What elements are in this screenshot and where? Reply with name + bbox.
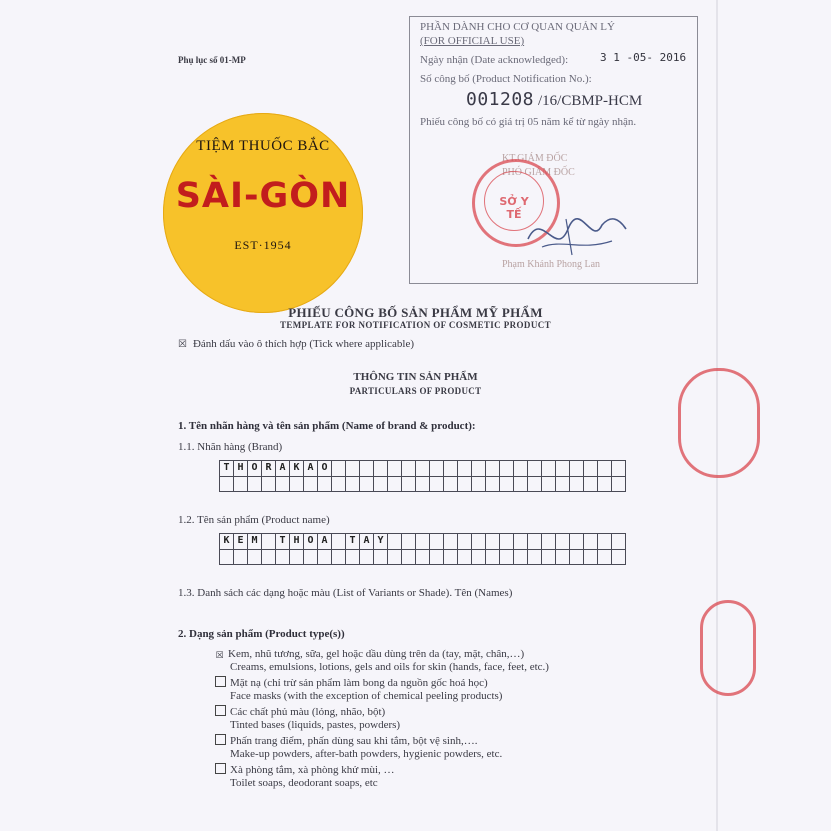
brand-grid-cell[interactable] <box>444 461 458 477</box>
checkbox-icon[interactable] <box>215 763 226 774</box>
checked-box-icon: ☒ <box>178 339 187 350</box>
product-name-grid-cell[interactable] <box>220 550 234 566</box>
brand-grid-cell[interactable] <box>360 461 374 477</box>
brand-grid-cell[interactable] <box>542 477 556 493</box>
product-type-option <box>215 734 502 761</box>
product-name-grid-cell[interactable] <box>276 550 290 566</box>
variants-label: 1.3. Danh sách các dạng hoặc màu (List of Variants or Shade). Tên (Names) <box>178 587 513 599</box>
product-name-grid-cell[interactable]: E <box>234 534 248 550</box>
brand-grid-cell[interactable] <box>374 477 388 493</box>
product-name-grid-cell[interactable] <box>290 550 304 566</box>
product-name-grid-cell[interactable] <box>584 550 598 566</box>
product-name-grid-cell[interactable]: T <box>276 534 290 550</box>
product-type-en: Tinted bases (liquids, pastes, powders) <box>230 719 401 731</box>
product-name-grid-cell[interactable] <box>318 550 332 566</box>
product-name-grid-cell[interactable] <box>374 550 388 566</box>
brand-grid-cell[interactable] <box>486 461 500 477</box>
product-name-grid-cell[interactable] <box>402 534 416 550</box>
brand-grid-cell[interactable] <box>360 477 374 493</box>
product-name-grid-cell[interactable] <box>248 550 262 566</box>
tick-note-text: Đánh dấu vào ô thích hợp (Tick where applicable) <box>192 338 415 350</box>
brand-grid-cell[interactable] <box>556 477 570 493</box>
product-type-vi: Xà phòng tắm, xà phòng khử mùi, … <box>230 764 395 776</box>
product-name-grid-cell[interactable] <box>234 550 248 566</box>
notification-number-label: Số công bố (Product Notification No.): <box>420 73 592 85</box>
signature-mark <box>522 199 632 269</box>
product-name-grid-cell[interactable] <box>458 534 472 550</box>
product-name-grid-cell[interactable]: T <box>346 534 360 550</box>
brand-grid-cell[interactable] <box>612 461 626 477</box>
product-name-grid-cell[interactable] <box>262 534 276 550</box>
product-name-grid-cell[interactable] <box>486 550 500 566</box>
director-title: KT.GIÁM ĐỐC <box>502 153 568 164</box>
brand-grid-cell[interactable] <box>598 477 612 493</box>
product-name-grid-cell[interactable] <box>514 550 528 566</box>
product-name-grid-cell[interactable] <box>556 550 570 566</box>
product-name-grid-cell[interactable]: M <box>248 534 262 550</box>
product-name-grid-cell[interactable] <box>416 550 430 566</box>
product-type-vi: Các chất phủ màu (lỏng, nhão, bột) <box>230 706 386 718</box>
brand-grid-cell[interactable]: T <box>220 461 234 477</box>
form-title-vi: PHIẾU CÔNG BỐ SẢN PHẨM MỸ PHẨM <box>288 305 543 320</box>
product-name-grid-cell[interactable] <box>444 534 458 550</box>
brand-grid-cell[interactable] <box>276 477 290 493</box>
product-type-en: Toilet soaps, deodorant soaps, etc <box>230 777 378 789</box>
product-name-grid-cell[interactable] <box>472 534 486 550</box>
product-type-option <box>215 705 400 732</box>
brand-grid-cell[interactable]: O <box>248 461 262 477</box>
product-name-grid-cell[interactable] <box>528 534 542 550</box>
product-name-grid-cell[interactable] <box>542 550 556 566</box>
brand-grid-cell[interactable] <box>416 477 430 493</box>
product-name-grid-cell[interactable] <box>332 550 346 566</box>
product-name-grid-cell[interactable] <box>500 534 514 550</box>
product-name-grid-cell[interactable] <box>570 550 584 566</box>
brand-grid-cell[interactable] <box>458 477 472 493</box>
brand-grid-cell[interactable] <box>528 477 542 493</box>
product-name-grid-cell[interactable] <box>262 550 276 566</box>
brand-grid-cell[interactable] <box>304 477 318 493</box>
brand-grid-cell[interactable]: O <box>318 461 332 477</box>
appendix-label: Phụ lục số 01-MP <box>178 55 246 65</box>
product-name-grid-cell[interactable] <box>486 534 500 550</box>
brand-grid-cell[interactable]: H <box>234 461 248 477</box>
product-name-grid-cell[interactable] <box>360 550 374 566</box>
validity-note: Phiếu công bố có giá trị 05 năm kể từ ngày nhận. <box>420 116 637 128</box>
product-type-option <box>215 676 502 703</box>
brand-grid-cell[interactable] <box>402 461 416 477</box>
side-stamp-bottom <box>700 600 756 696</box>
product-name-grid-cell[interactable]: A <box>360 534 374 550</box>
product-type-en: Creams, emulsions, lotions, gels and oils for skin (hands, face, feet, etc.) <box>230 661 549 673</box>
product-name-grid-cell[interactable] <box>612 534 626 550</box>
product-name-grid-cell[interactable]: K <box>220 534 234 550</box>
brand-grid-cell[interactable] <box>584 477 598 493</box>
product-name-grid-cell[interactable] <box>500 550 514 566</box>
section-1-heading: 1. Tên nhãn hàng và tên sản phẩm (Name of brand & product): <box>178 420 476 432</box>
brand-grid[interactable] <box>219 460 626 492</box>
section-title-vi: THÔNG TIN SẢN PHẨM <box>353 371 478 383</box>
checkbox-icon[interactable] <box>215 734 226 745</box>
product-name-grid-cell[interactable] <box>388 550 402 566</box>
brand-grid-cell[interactable] <box>528 461 542 477</box>
product-name-grid-cell[interactable]: Y <box>374 534 388 550</box>
brand-grid-cell[interactable] <box>444 477 458 493</box>
notification-number-value: 001208 <box>466 89 535 110</box>
date-acknowledged-label: Ngày nhận (Date acknowledged): <box>420 54 569 66</box>
brand-grid-cell[interactable] <box>374 461 388 477</box>
checked-box-icon[interactable]: ☒ <box>215 651 224 661</box>
product-name-grid-cell[interactable] <box>542 534 556 550</box>
official-use-box <box>409 16 698 284</box>
product-name-grid-cell[interactable]: H <box>290 534 304 550</box>
brand-grid-cell[interactable] <box>542 461 556 477</box>
product-name-grid-cell[interactable] <box>304 550 318 566</box>
section-2-heading: 2. Dạng sản phẩm (Product type(s)) <box>178 628 345 640</box>
side-stamp-top <box>678 368 760 478</box>
product-type-vi: Kem, nhũ tương, sữa, gel hoặc dầu dùng trên da (tay, mặt, chân,…) <box>228 648 525 660</box>
product-name-grid-cell[interactable] <box>514 534 528 550</box>
brand-grid-cell[interactable] <box>220 477 234 493</box>
product-name-grid-cell[interactable] <box>472 550 486 566</box>
brand-grid-cell[interactable] <box>346 461 360 477</box>
official-header-vi: PHẦN DÀNH CHO CƠ QUAN QUẢN LÝ <box>420 21 615 33</box>
product-name-grid-cell[interactable] <box>458 550 472 566</box>
product-name-grid-cell[interactable] <box>598 534 612 550</box>
brand-grid-cell[interactable]: K <box>290 461 304 477</box>
product-name-grid-cell[interactable] <box>332 534 346 550</box>
brand-grid-cell[interactable] <box>416 461 430 477</box>
logo-top-text: TIỆM THUỐC BẮC <box>196 138 330 154</box>
product-type-option <box>215 763 395 790</box>
brand-grid-cell[interactable] <box>388 461 402 477</box>
brand-grid-cell[interactable] <box>584 461 598 477</box>
stamp-label: SỞ Y TẾ <box>499 195 529 221</box>
product-name-grid-cell[interactable] <box>430 550 444 566</box>
brand-grid-cell[interactable] <box>514 477 528 493</box>
brand-grid-cell[interactable] <box>472 477 486 493</box>
brand-grid-cell[interactable] <box>570 461 584 477</box>
brand-grid-cell[interactable] <box>346 477 360 493</box>
product-name-grid-cell[interactable] <box>346 550 360 566</box>
brand-grid-cell[interactable] <box>472 461 486 477</box>
brand-grid-cell[interactable] <box>430 477 444 493</box>
product-name-grid[interactable] <box>219 533 626 565</box>
notification-number-suffix: /16/CBMP-HCM <box>538 93 643 109</box>
product-name-grid-cell[interactable]: O <box>304 534 318 550</box>
brand-grid-cell[interactable] <box>332 461 346 477</box>
brand-label: 1.1. Nhãn hàng (Brand) <box>178 441 283 453</box>
product-type-option <box>215 648 549 674</box>
brand-grid-cell[interactable] <box>612 477 626 493</box>
product-name-grid-cell[interactable] <box>402 550 416 566</box>
product-type-en: Face masks (with the exception of chemical peeling products) <box>230 690 503 702</box>
brand-grid-cell[interactable] <box>598 461 612 477</box>
logo-main-text: SÀI-GÒN <box>175 176 351 216</box>
deputy-director-title: PHÓ GIÁM ĐỐC <box>502 167 575 178</box>
brand-grid-cell[interactable] <box>430 461 444 477</box>
brand-grid-cell[interactable] <box>486 477 500 493</box>
product-name-grid-cell[interactable] <box>430 534 444 550</box>
brand-grid-cell[interactable] <box>570 477 584 493</box>
logo-est-text: EST·1954 <box>234 238 292 252</box>
product-name-grid-cell[interactable] <box>416 534 430 550</box>
brand-grid-cell[interactable] <box>262 477 276 493</box>
section-title-en: PARTICULARS OF PRODUCT <box>349 386 482 396</box>
product-type-vi: Phấn trang điểm, phấn dùng sau khi tắm, bột vệ sinh,…. <box>230 735 478 747</box>
product-name-grid-cell[interactable] <box>556 534 570 550</box>
product-name-grid-cell[interactable] <box>528 550 542 566</box>
brand-grid-cell[interactable]: R <box>262 461 276 477</box>
signatory-name: Phạm Khánh Phong Lan <box>502 259 601 270</box>
brand-grid-cell[interactable] <box>514 461 528 477</box>
product-name-grid-cell[interactable] <box>570 534 584 550</box>
product-name-grid-cell[interactable] <box>598 550 612 566</box>
brand-grid-cell[interactable] <box>458 461 472 477</box>
product-type-vi: Mặt nạ (chỉ trừ sản phẩm làm bong da nguồn gốc hoá học) <box>230 677 488 689</box>
product-name-grid-cell[interactable] <box>388 534 402 550</box>
product-name-grid-cell[interactable] <box>444 550 458 566</box>
product-name-grid-cell[interactable]: A <box>318 534 332 550</box>
brand-grid-cell[interactable] <box>234 477 248 493</box>
checkbox-icon[interactable] <box>215 705 226 716</box>
brand-grid-cell[interactable]: A <box>304 461 318 477</box>
date-acknowledged-value: 3 1 -05- 2016 <box>600 51 687 64</box>
brand-grid-cell[interactable] <box>500 477 514 493</box>
brand-grid-cell[interactable] <box>500 461 514 477</box>
tick-note <box>178 338 414 350</box>
brand-grid-cell[interactable] <box>248 477 262 493</box>
shop-logo <box>163 113 363 313</box>
brand-grid-cell[interactable] <box>290 477 304 493</box>
official-header-en: (FOR OFFICIAL USE) <box>420 35 525 47</box>
form-title-en: TEMPLATE FOR NOTIFICATION OF COSMETIC PRODUCT <box>279 320 552 330</box>
checkbox-icon[interactable] <box>215 676 226 687</box>
brand-grid-cell[interactable] <box>388 477 402 493</box>
product-name-label: 1.2. Tên sản phẩm (Product name) <box>178 514 330 526</box>
product-name-grid-cell[interactable] <box>584 534 598 550</box>
brand-grid-cell[interactable] <box>556 461 570 477</box>
brand-grid-cell[interactable] <box>332 477 346 493</box>
product-type-en: Make-up powders, after-bath powders, hygienic powders, etc. <box>230 748 503 760</box>
brand-grid-cell[interactable]: A <box>276 461 290 477</box>
product-name-grid-cell[interactable] <box>612 550 626 566</box>
brand-grid-cell[interactable] <box>318 477 332 493</box>
brand-grid-cell[interactable] <box>402 477 416 493</box>
